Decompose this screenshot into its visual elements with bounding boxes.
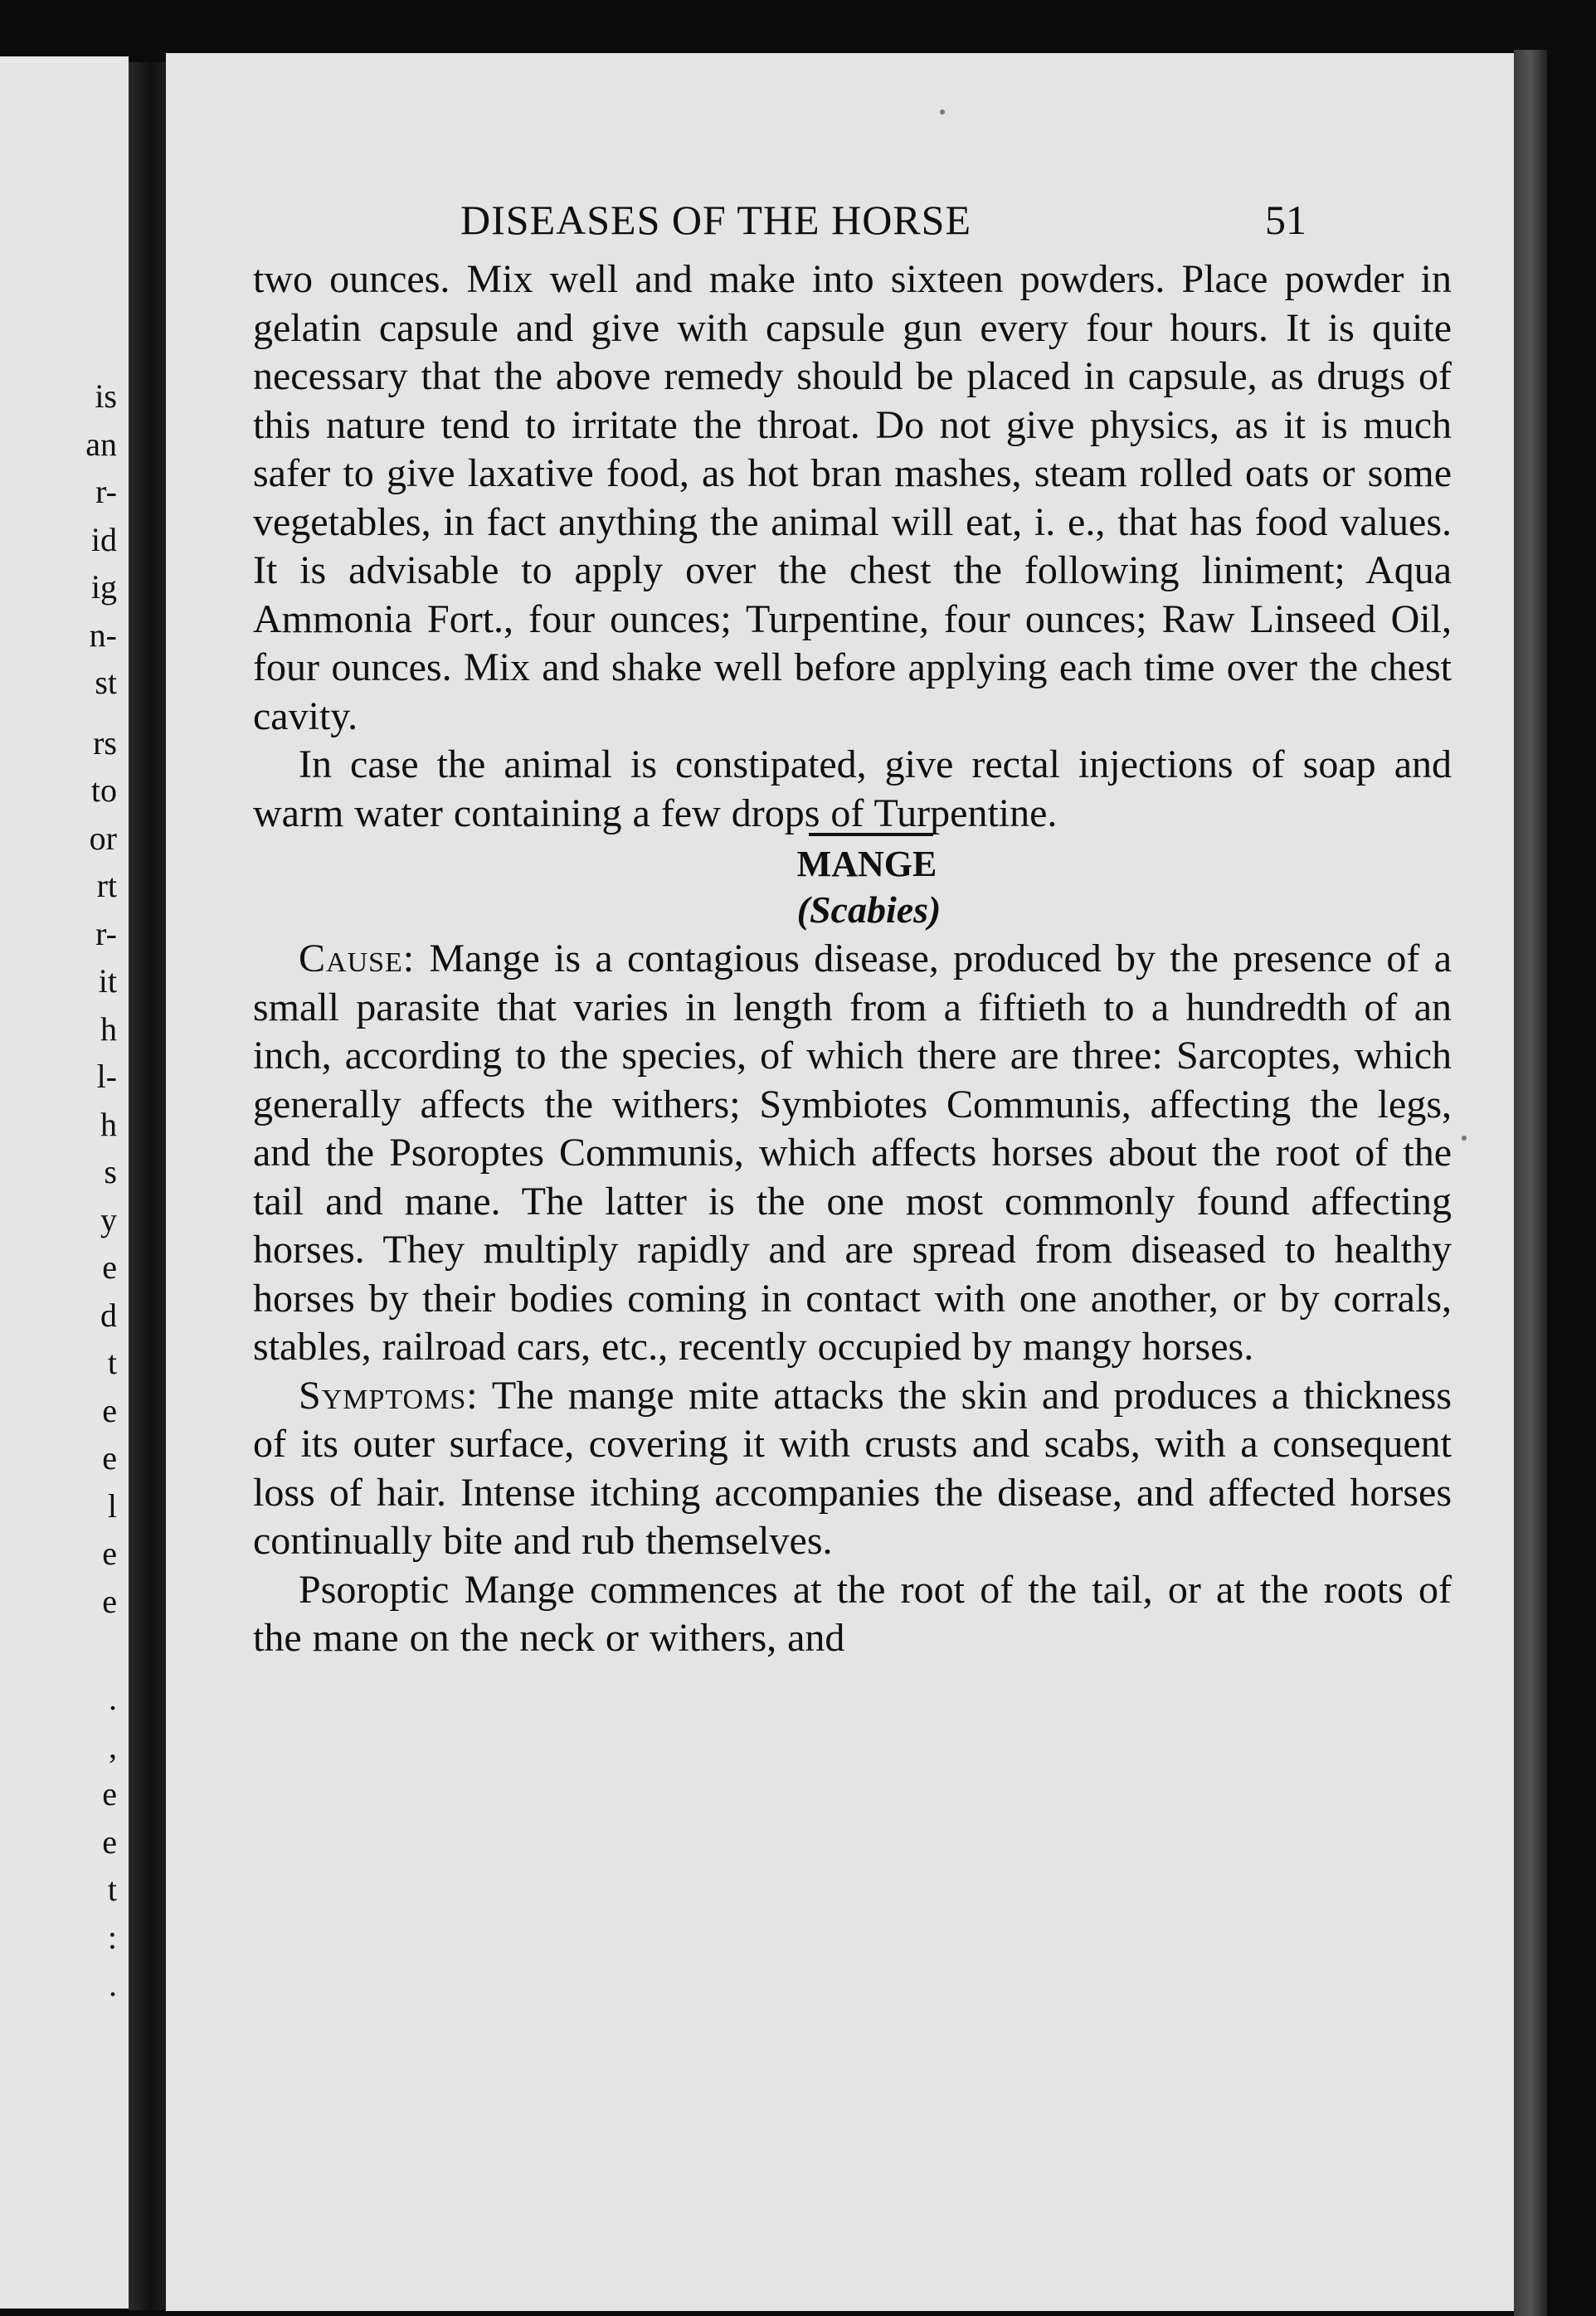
page-number: 51 <box>1265 197 1306 243</box>
left-page-fragment: . <box>109 1966 117 2003</box>
left-page-fragment: e <box>102 1439 117 1477</box>
left-page-fragment: r- <box>95 914 117 952</box>
left-page-fragment: s <box>104 1153 117 1190</box>
left-page-text-fragments <box>0 56 129 2309</box>
paragraph-continued: two ounces. Mix well and make into sixteen powders. Place powder in gelatin capsule and give with capsule gun every four hours. It is quite necessary that the above remedy should be placed in capsule, as drugs of this nature tend to irritate the throat. Do not give physics, as it is much safer to give laxative food, as hot bran mashes, steam rolled oats or some vegetables, in fact anything the animal will eat, i. e., that has food values. It is advisable to apply over the chest the following liniment; Aqua Ammonia Fort., four ounces; Turpentine, four ounces; Raw Linseed Oil, four ounces. Mix and shake well before applying each time over the chest cavity. <box>253 257 1452 738</box>
section-subheading: (Scabies) <box>796 888 942 931</box>
left-page-fragment: st <box>95 664 117 701</box>
left-page-fragment: e <box>102 1822 117 1861</box>
left-page-fragment: ig <box>90 568 117 606</box>
left-page-fragment: rs <box>93 723 117 761</box>
page-edge <box>1514 50 1547 2316</box>
left-page-fragment: e <box>102 1775 117 1812</box>
left-page-fragment: e <box>102 1582 117 1620</box>
cause-label: Cause: <box>299 937 416 980</box>
left-page-fragment: : <box>107 1918 117 1956</box>
left-page-fragment: l <box>107 1486 117 1525</box>
left-page-fragment: rt <box>96 867 117 904</box>
left-page-fragment: an <box>85 425 117 463</box>
page <box>166 53 1514 2311</box>
left-page-fragment: r- <box>95 473 117 510</box>
left-page-fragment: is <box>95 377 117 415</box>
left-page-fragment: e <box>102 1248 117 1286</box>
paragraph-constipation: In case the animal is constipated, give rectal injections of soap and warm water containing a few drops of Turpentine. <box>253 742 1452 835</box>
cause-text: Mange is a contagious disease, produced by the presence of a small parasite that varies in length from a fiftieth to a hundredth of an inch, according to the species, of which there are three: Sarcoptes, which generally affects the withers; Symbiotes Communis, affecting the legs, and the Psoroptes Communis, which affects horses about the root of the tail and mane. The latter is the one most commonly found affecting horses. They multiply rapidly and are spread from diseased to healthy horses by their bodies coming in contact with one another, or by corrals, stables, railroad cars, etc., recently occupied by mangy horses. <box>253 937 1452 1369</box>
left-page-fragment: h <box>100 1010 117 1048</box>
symptoms-text: The mange mite attacks the skin and produces a thickness of its outer surface, covering it with crusts and scabs, with a consequent loss of hair. Intense itching accompanies the disease, and affected horses continually bite and rub themselves. <box>253 1373 1452 1563</box>
left-page-fragment: . <box>109 1680 117 1717</box>
left-page-fragment: t <box>107 1871 117 1908</box>
left-page-fragment: or <box>89 819 117 857</box>
left-page-fragment: e <box>102 1535 117 1572</box>
section-heading: MANGE <box>796 844 937 884</box>
left-page-fragment: d <box>100 1296 117 1334</box>
page-text <box>253 196 1485 1663</box>
running-head <box>253 196 1485 254</box>
left-page-fragment: h <box>100 1105 117 1143</box>
left-page-fragment: it <box>98 962 117 1000</box>
left-page-fragment: e <box>102 1391 117 1429</box>
left-page-fragment: id <box>90 520 117 558</box>
paragraph-cause <box>253 935 1485 1372</box>
left-page-fragment: t <box>107 1344 117 1381</box>
paragraph-psoroptic: Psoroptic Mange commences at the root of the tail, or at the roots of the mane on the neck or withers, and <box>253 1567 1452 1660</box>
dust-speck <box>940 109 945 114</box>
left-page-fragment: y <box>100 1200 117 1238</box>
symptoms-label: Symptoms: <box>299 1373 479 1418</box>
left-page-fragment: , <box>109 1727 117 1765</box>
left-page-fragment: to <box>90 771 117 809</box>
left-facing-page <box>0 56 129 2309</box>
running-title: DISEASES OF THE HORSE <box>460 197 971 243</box>
book-gutter <box>129 62 166 2310</box>
paragraph-symptoms <box>253 1372 1485 1566</box>
left-page-fragment: n- <box>89 615 117 654</box>
left-page-fragment: l- <box>96 1058 117 1095</box>
